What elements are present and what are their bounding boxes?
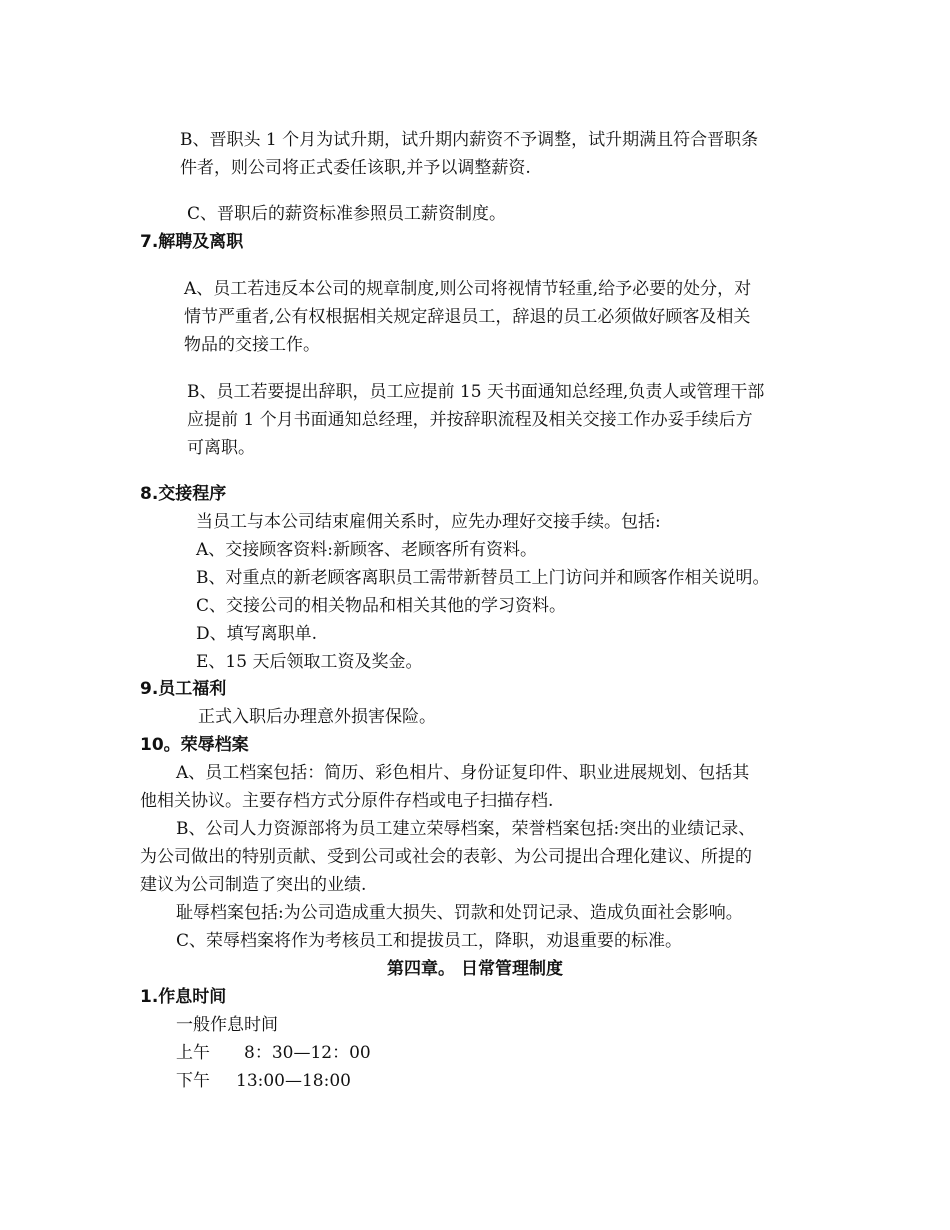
promotion-item-b-line2: 件者，则公司将正式委任该职,并予以调整薪资. xyxy=(180,158,531,178)
section10-item-b-line3: 建议为公司制造了突出的业绩. xyxy=(140,875,367,895)
section8-item-a: A、交接顾客资料:新顾客、老顾客所有资料。 xyxy=(196,540,538,560)
schedule-morning-label: 上午 xyxy=(176,1043,210,1063)
section7-item-a-line1: A、员工若违反本公司的规章制度,则公司将视情节轻重,给予必要的处分，对 xyxy=(184,279,752,299)
section7-item-b-line1: B、员工若要提出辞职，员工应提前 15 天书面通知总经理,负责人或管理干部 xyxy=(187,382,765,402)
section8-item-e: E、15 天后领取工资及奖金。 xyxy=(196,652,423,672)
section8-item-b: B、对重点的新老顾客离职员工需带新替员工上门访问并和顾客作相关说明。 xyxy=(196,568,770,588)
section7-item-a-line3: 物品的交接工作。 xyxy=(184,335,320,355)
section10-shame-line: 耻辱档案包括:为公司造成重大损失、罚款和处罚记录、造成负面社会影响。 xyxy=(176,903,743,923)
schedule-afternoon-label: 下午 xyxy=(176,1071,210,1091)
section9-heading: 9.员工福利 xyxy=(140,679,227,699)
section7-heading: 7.解聘及离职 xyxy=(140,232,244,252)
section10-item-b-line2: 为公司做出的特别贡献、受到公司或社会的表彰、为公司提出合理化建议、所提的 xyxy=(140,847,752,867)
section8-heading: 8.交接程序 xyxy=(140,484,227,504)
promotion-item-c: C、晋职后的薪资标准参照员工薪资制度。 xyxy=(187,204,507,224)
section10-heading: 10。荣辱档案 xyxy=(140,735,249,755)
section10-item-c: C、荣辱档案将作为考核员工和提拔员工，降职，劝退重要的标准。 xyxy=(176,931,683,951)
section8-intro: 当员工与本公司结束雇佣关系时，应先办理好交接手续。包括: xyxy=(196,512,661,532)
schedule-heading: 1.作息时间 xyxy=(140,987,227,1007)
schedule-afternoon-time: 13:00—18:00 xyxy=(236,1071,351,1091)
promotion-item-b-line1: B、晋职头 1 个月为试升期，试升期内薪资不予调整，试升期满且符合晋职条 xyxy=(180,130,759,150)
section7-item-b-line3: 可离职。 xyxy=(187,438,255,458)
section9-text: 正式入职后办理意外损害保险。 xyxy=(198,707,436,727)
section7-item-a-line2: 情节严重者,公有权根据相关规定辞退员工，辞退的员工必须做好顾客及相关 xyxy=(184,307,751,327)
schedule-general: 一般作息时间 xyxy=(176,1015,278,1035)
schedule-morning-time: 8：30—12：00 xyxy=(244,1043,371,1063)
section10-item-a-line2: 他相关协议。主要存档方式分原件存档或电子扫描存档. xyxy=(140,791,554,811)
section8-item-d: D、填写离职单. xyxy=(196,624,318,644)
section7-item-b-line2: 应提前 1 个月书面通知总经理，并按辞职流程及相关交接工作办妥手续后方 xyxy=(187,410,753,430)
section8-item-c: C、交接公司的相关物品和相关其他的学习资料。 xyxy=(196,596,567,616)
section10-item-b-line1: B、公司人力资源部将为员工建立荣辱档案，荣誉档案包括:突出的业绩记录、 xyxy=(176,819,756,839)
section10-item-a-line1: A、员工档案包括：简历、彩色相片、身份证复印件、职业进展规划、包括其 xyxy=(176,763,750,783)
chapter4-title: 第四章。 日常管理制度 xyxy=(387,959,563,979)
